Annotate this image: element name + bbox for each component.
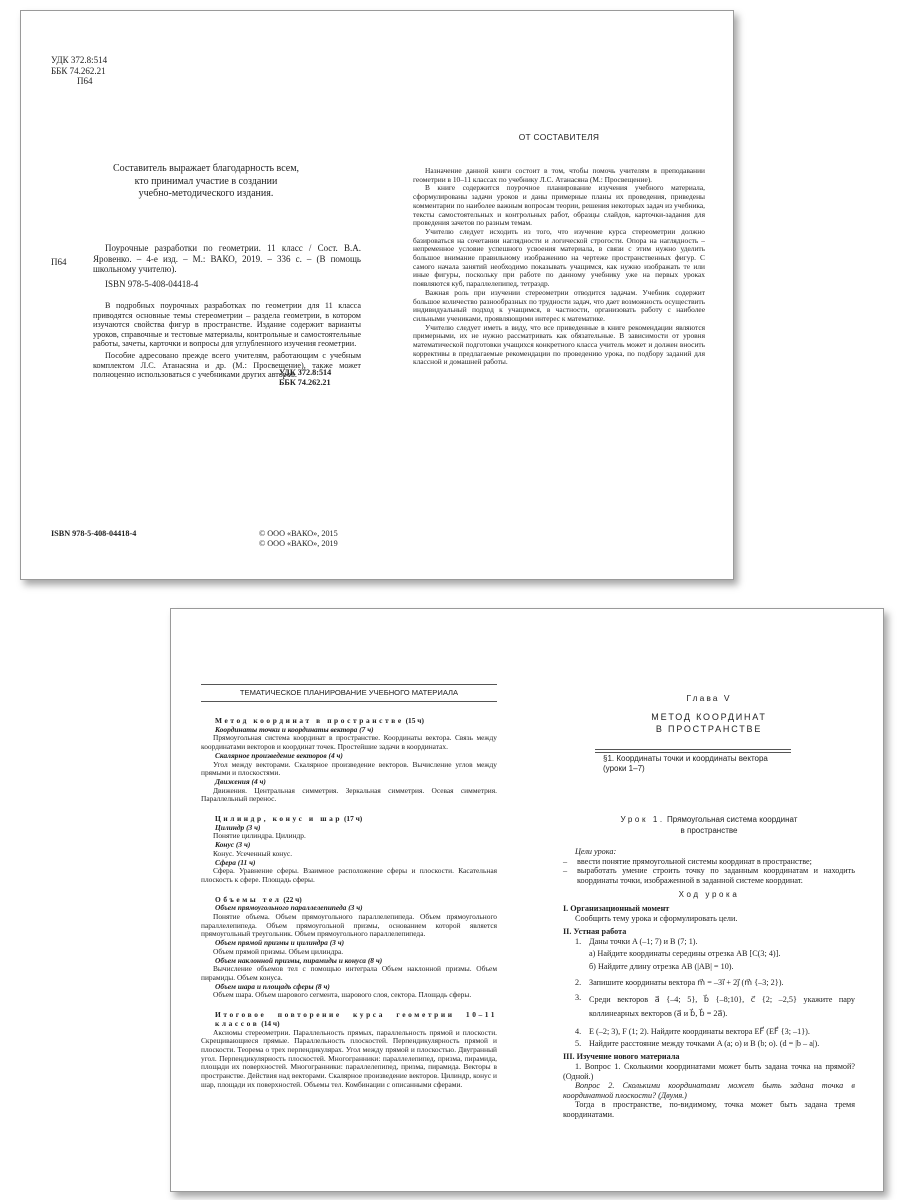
section-hours: (17 ч) <box>343 814 363 824</box>
task-text: Даны точки A (–1; 7) и B (7; 1). <box>589 936 698 946</box>
task-text: б) Найдите длину отрезка AB (|AB| = 10). <box>589 961 734 971</box>
acknowledgement-line: кто принимал участие в создании <box>134 175 278 187</box>
task-number: 3. <box>575 993 582 1003</box>
section-hours: (15 ч) <box>405 716 424 725</box>
paragraph-lessons: (уроки 1–7) <box>603 764 645 773</box>
task-item <box>563 949 855 959</box>
section-name: Метод координат в пространстве <box>215 716 404 725</box>
subsection-text: Угол между векторами. Скалярное произведение векторов. Вычисление углов между прямыми и плоскостями. <box>201 759 497 778</box>
chapter-title-line: В ПРОСТРАНСТВЕ <box>655 724 763 734</box>
copyright-line: © ООО «ВАКО», 2015 <box>259 529 338 538</box>
task-text: Среди векторов a⃗ {–4; 5}, b⃗ {–8;10}, c⃗ {2; –2,5} укажите пару коллинеарных векторов (a⃗ и b⃗, b⃗ = 2a⃗). <box>589 995 855 1019</box>
udk-code: УДК 372.8:514 <box>279 368 332 377</box>
task-number: 2. <box>575 977 582 987</box>
task-item <box>563 937 855 947</box>
lesson-body <box>563 847 855 1119</box>
book-spread-1 <box>20 10 734 580</box>
heading-rule <box>201 701 497 702</box>
chapter-number: Глава V <box>686 693 732 703</box>
subsection-title: Объем прямоугольного параллелепипеда (3 ч) <box>215 903 363 913</box>
section-hours: (22 ч) <box>283 894 302 904</box>
stage-text: Тогда в пространстве, по-видимому, точка может быть задана тремя координатами. <box>563 1100 855 1119</box>
section-hours: (14 ч) <box>261 1018 280 1028</box>
acknowledgement-line: учебно-методического издания. <box>138 188 274 199</box>
subsection-text: Сфера. Уравнение сферы. Взаимное расположение сферы и плоскости. Касательная плоскость к сфере. Площадь сферы. <box>201 866 497 884</box>
task-item <box>563 978 855 988</box>
book-spread-2 <box>170 608 884 1192</box>
subsection-title: Сфера (11 ч) <box>215 857 256 867</box>
heading-rule <box>201 684 497 685</box>
planning-heading: ТЕМАТИЧЕСКОЕ ПЛАНИРОВАНИЕ УЧЕБНОГО МАТЕРИАЛА <box>239 688 459 697</box>
paragraph-title: §1. Координаты точки и координаты вектора <box>603 754 768 763</box>
subsection-title: Конус (3 ч) <box>215 840 251 850</box>
acknowledgement <box>81 163 331 201</box>
task-text: E (–2; 3), F (1; 2). Найдите координаты вектора EF⃗ (EF⃗ {3; –1}). <box>589 1027 810 1037</box>
stage-title: I. Организационный момент <box>563 903 670 913</box>
citation <box>93 243 361 289</box>
subsection-text: Прямоугольная система координат в пространстве. Координаты вектора. Связь между координатами векторов и координат точек. Простейшие задачи в координатах. <box>201 733 497 752</box>
subsection-title: Цилиндр (3 ч) <box>215 822 261 832</box>
udk-bottom <box>279 368 369 387</box>
copyright <box>259 529 379 548</box>
subsection-text: Вычисление объемов тел с помощью интеграла Объем наклонной призмы. Объем пирамиды. Объем конуса. <box>201 964 497 982</box>
goal-item: – ввести понятие прямоугольной системы координат в пространстве; <box>563 857 855 867</box>
section-name: Итоговое повторение курса геометрии 10–11 классов <box>215 1010 497 1028</box>
section-text: Аксиомы стереометрии. Параллельность прямых, параллельность прямой и плоскости. Скрещивающиеся прямые. Параллельность плоскостей. Перпендикулярность прямой и плоскости. Теорема о трех перпендикулярах. Угол между прямой и плоскостью. Двугранный угол. Перпендикулярность плоскостей. Многогранники: параллелепипед, призма, пирамида, площади их поверхностей. Многогранники: параллелепипед, призма, пирамида. Векторы в пространстве. Действия над векторами. Скалярное произведение векторов. Цилиндр, конус и шар, площади их поверхностей. Объемы тел. Комбинации с описанными сферами. <box>201 1027 497 1089</box>
foreword-paragraph: Учителю следует иметь в виду, что все приведенные в книге рекомендации являются примерными, их не нужно рассматривать как обязательные. В зависимости от уровня математической подготовки учащихся конкретного класса учитель может и должен вносить коррективы в предлагаемые рекомендации по проведению урока, по подбору заданий для классной и домашней работы. <box>413 322 705 367</box>
task-number: 1. <box>575 936 582 946</box>
goals-list <box>563 857 855 886</box>
task-item <box>563 1027 855 1037</box>
task-text: Найдите расстояние между точками A (a; o) и B (b; o). (d = |b – a|). <box>589 1038 820 1048</box>
stage-title: III. Изучение нового материала <box>563 1052 680 1062</box>
bbk-code: ББК 74.262.21 <box>279 377 331 387</box>
paragraph-heading <box>603 754 803 774</box>
stage-text: Сообщить тему урока и сформулировать цели. <box>575 913 738 923</box>
citation-text: Поурочные разработки по геометрии. 11 класс / Сост. В.А. Яровенко. – 4-е изд. – М.: ВАКО, 2019. – 336 с. – (В помощь школьному учителю). <box>93 243 361 274</box>
subsection-text: Конус. Усеченный конус. <box>213 848 293 858</box>
udk-code: УДК 372.8:514 <box>51 55 108 65</box>
foreword-paragraph: Назначение данной книги состоит в том, чтобы помочь учителям в преподавании геометрии в 10–11 классах по учебнику Л.С. Атанасяна (М.: Просвещение). <box>413 166 705 184</box>
stage-title: II. Устная работа <box>563 927 627 937</box>
section-name: Объемы тел <box>215 894 282 904</box>
planning-body <box>201 717 497 1089</box>
task-item <box>563 962 855 972</box>
subsection-text: Объем прямой призмы. Объем цилиндра. <box>213 946 344 956</box>
classification-block <box>51 55 171 87</box>
subsection-title: Движения (4 ч) <box>215 776 266 786</box>
task-number: 4. <box>575 1027 582 1037</box>
abstract-paragraph: Пособие адресовано прежде всего учителям, работающим с учебным комплектом Л.С. Атанасяна и др. (М.: Просвещение), также может полноценно использоваться с учебниками других авторов. <box>93 350 361 380</box>
subsection-text: Понятие цилиндра. Цилиндр. <box>213 831 306 841</box>
subsection-text: Объем шара. Объем шарового сегмента, шарового слоя, сектора. Площадь сферы. <box>213 990 472 1000</box>
lesson-course-heading: Ход урока <box>678 890 740 900</box>
subsection-title: Объем шара и площадь сферы (8 ч) <box>215 981 330 991</box>
stage-text: Вопрос 2. Сколькими координатами может быть задана точка в координатной плоскости? (Двумя.) <box>563 1081 855 1100</box>
section-name: Цилиндр, конус и шар <box>215 814 343 824</box>
task-item <box>563 1039 855 1049</box>
isbn-bottom: ISBN 978-5-408-04418-4 <box>51 529 137 538</box>
bbk-code: ББК 74.262.21 <box>51 65 106 76</box>
section-rule <box>595 749 791 753</box>
subsection-title: Скалярное произведение векторов (4 ч) <box>215 750 343 760</box>
lesson-number: Урок 1. <box>620 815 665 824</box>
chapter-title <box>563 711 855 735</box>
foreword-heading: ОТ СОСТАВИТЕЛЯ <box>518 132 600 142</box>
goal-item: – выработать умение строить точку по заданным координатам и находить координаты точки, изображенной в заданной системе координат. <box>563 866 855 885</box>
foreword-body <box>413 167 705 367</box>
abstract-paragraph: В подробных поурочных разработках по геометрии для 11 класса приводятся основные темы стереометрии – раздела геометрии, в котором изучаются свойства фигур в пространстве. Издание содержит варианты уроков, справочные и тестовые материалы, контрольные и самостоятельные работы, зачеты, карточки и вопросы для углубленного изучения геометрии. <box>93 301 361 349</box>
shelf-mark: П64 <box>51 257 67 267</box>
subsection-text: Понятие объема. Объем прямоугольного параллелепипеда. Объем прямоугольного параллелепипеда. Объем прямоугольной призмы, основанием которой является прямоугольный треугольник. Объем прямоугольного параллелепипеда. <box>201 912 497 939</box>
subsection-text: Движения. Центральная симметрия. Зеркальная симметрия. Осевая симметрия. Параллельный перенос. <box>201 785 497 804</box>
isbn: ISBN 978-5-408-04418-4 <box>105 278 199 289</box>
task-text: Запишите координаты вектора m⃗ = –3i⃗ + 2j⃗ (m⃗ {–3; 2}). <box>589 977 784 987</box>
task-item <box>563 993 855 1021</box>
lesson-title: Прямоугольная система координат <box>666 815 798 824</box>
stage-text: 1. Вопрос 1. Сколькими координатами может быть задана точка на прямой? (Одной.) <box>563 1061 855 1081</box>
foreword-paragraph: Учителю следует исходить из того, что изучение курса стереометрии должно базироваться на сочетании наглядности и логической строгости. Опора на наглядность – непременное условие успешного усвоения материала, в связи с этим нужно уделить большое внимание правильному изображению на чертеже пространственных фигур. С самого начала занятий необходимо показывать учащимся, как нужно изображать те или иные фигуры, поскольку при работе по данному учебнику уже на первых уроках появляются куб, параллелепипед, тетраэдр. <box>413 226 705 289</box>
subsection-title: Объем прямой призмы и цилиндра (3 ч) <box>215 938 345 948</box>
author-mark: П64 <box>77 76 93 86</box>
subsection-title: Координаты точки и координаты вектора (7 ч) <box>215 724 374 734</box>
lesson-title-line: в пространстве <box>680 826 738 835</box>
chapter-title-line: МЕТОД КООРДИНАТ <box>651 712 767 722</box>
task-text: а) Найдите координаты середины отрезка AB [C(3; 4)]. <box>589 949 781 959</box>
goals-label: Цели урока: <box>575 847 617 856</box>
task-number: 5. <box>575 1038 582 1048</box>
lesson-heading <box>563 814 855 836</box>
subsection-title: Объем наклонной призмы, пирамиды и конуса (8 ч) <box>215 955 383 965</box>
acknowledgement-line: Составитель выражает благодарность всем, <box>112 163 300 174</box>
foreword-paragraph: Важная роль при изучении стереометрии отводится задачам. Учебник содержит большое количество разнообразных по трудности задач, что дает возможность осуществить индивидуальный подход к учащимся, в частности, организовать работу с наиболее сильными учениками, проявляющими интерес к математике. <box>413 287 705 323</box>
copyright-line: © ООО «ВАКО», 2019 <box>259 538 338 548</box>
section-title <box>201 1011 497 1028</box>
foreword-paragraph: В книге содержится поурочное планирование изучения учебного материала, сформулированы задачи уроков и даны примерные планы их проведения, приведены комментарии по наиболее важным вопросам теории, решения некоторых задач из учебника, тексты самостоятельных и контрольных работ, образцы слайдов, карточки-задания для проведения зачетов по разным темам. <box>413 183 705 228</box>
